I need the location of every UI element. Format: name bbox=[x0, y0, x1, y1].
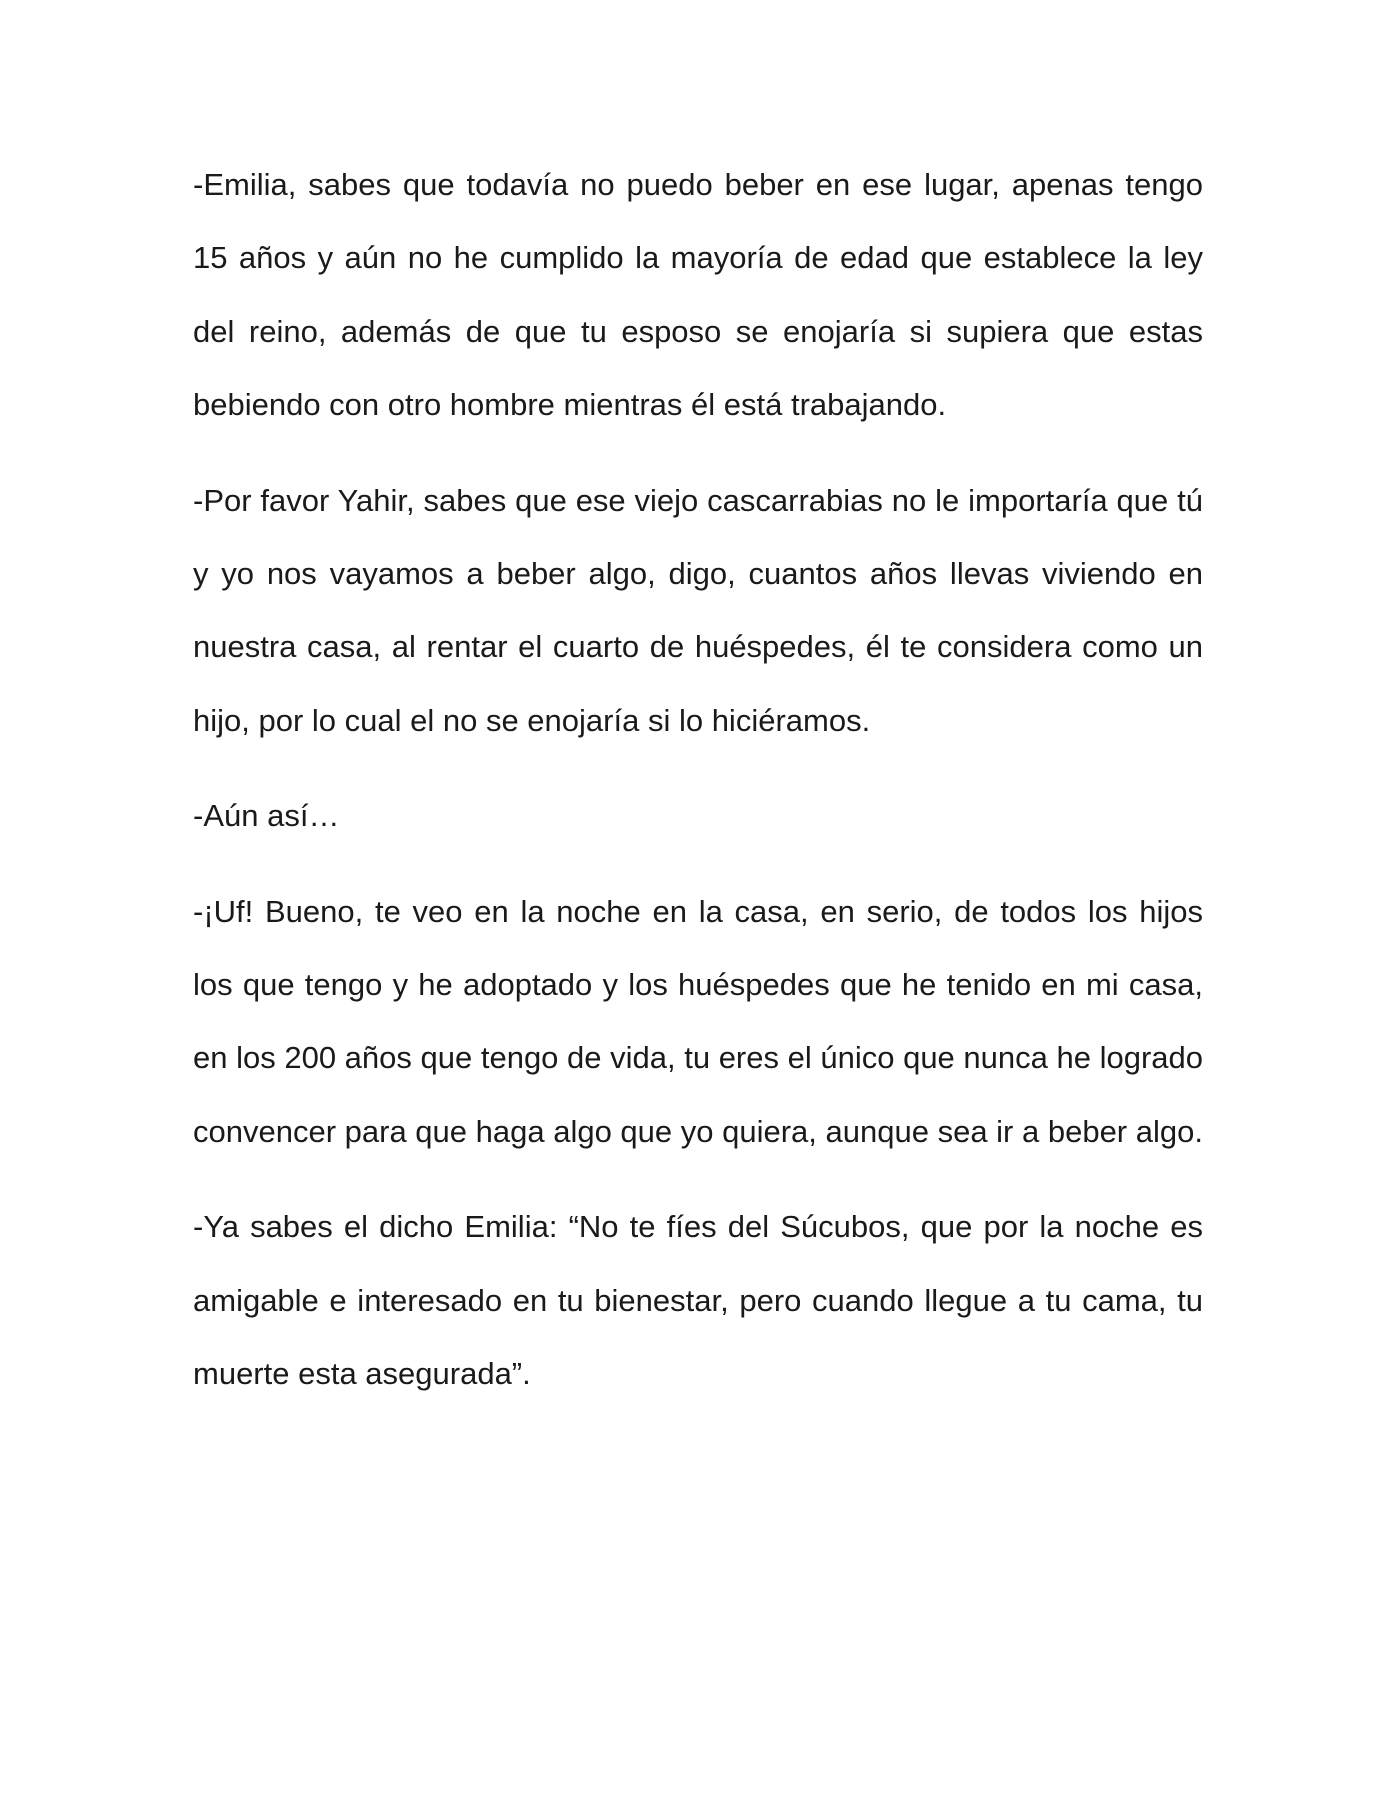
paragraph-5: -Ya sabes el dicho Emilia: “No te fíes del Súcubos, que por la noche es amigable e interesado en tu bienestar, pero cuando llegue a tu cama, tu muerte esta asegurada”. bbox=[193, 1209, 1203, 1392]
paragraph-1: -Emilia, sabes que todavía no puedo beber en ese lugar, apenas tengo 15 años y aún no he cumplido la mayoría de edad que establece la ley del reino, además de que tu esposo se enojaría si supiera que estas bebiendo con otro hombre mientras él está trabajando. bbox=[193, 167, 1203, 423]
paragraph-3: -Aún así… bbox=[193, 798, 340, 834]
paragraph-2: -Por favor Yahir, sabes que ese viejo cascarrabias no le importaría que tú y yo nos vayamos a beber algo, digo, cuantos años llevas viviendo en nuestra casa, al rentar el cuarto de huéspedes, él te considera como un hijo, por lo cual el no se enojaría si lo hiciéramos. bbox=[193, 482, 1203, 738]
text-body bbox=[193, 148, 1203, 1433]
paragraph-4: -¡Uf! Bueno, te veo en la noche en la casa, en serio, de todos los hijos los que tengo y he adoptado y los huéspedes que he tenido en mi casa, en los 200 años que tengo de vida, tu eres el único que nunca he logrado convencer para que haga algo que yo quiera, aunque sea ir a beber algo. bbox=[193, 893, 1203, 1149]
